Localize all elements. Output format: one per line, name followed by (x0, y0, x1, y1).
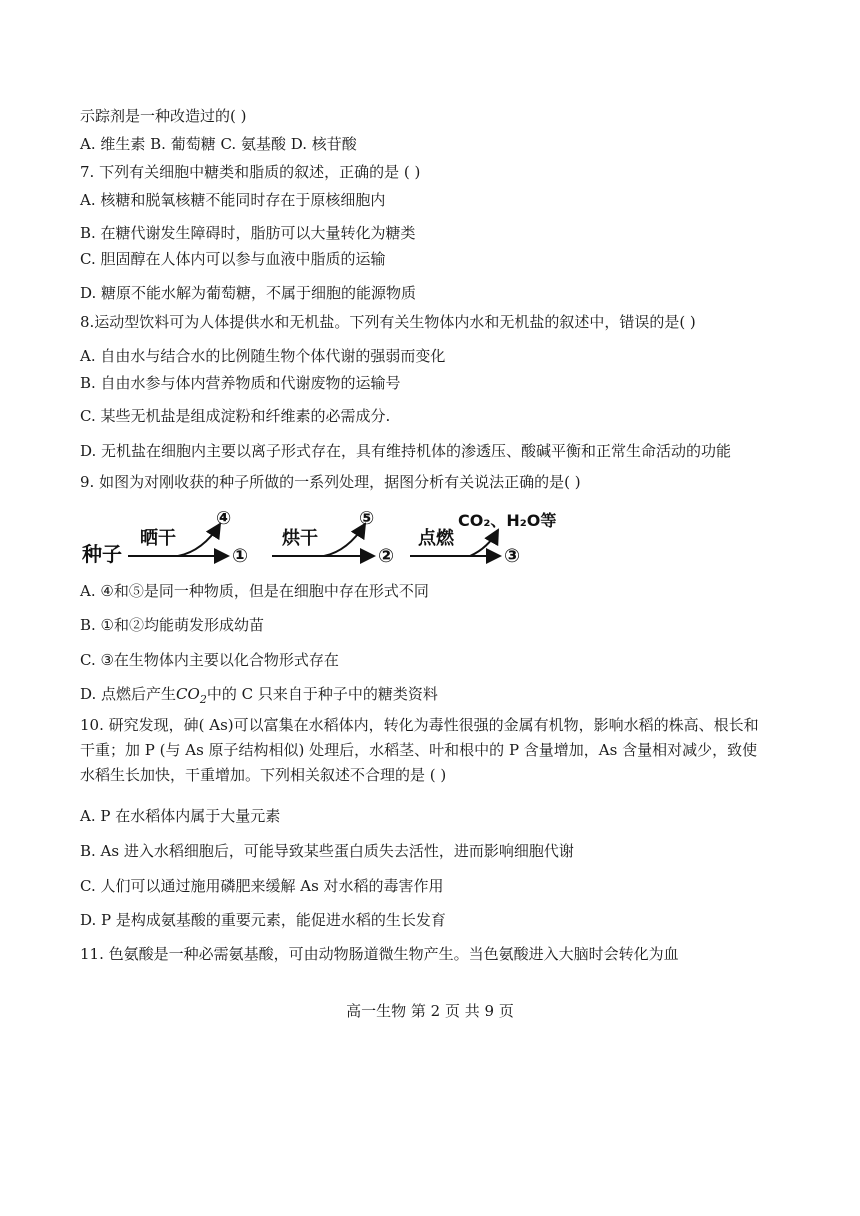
step-ignite: 点燃 (418, 528, 454, 549)
step-oven-dry: 烘干 (282, 528, 318, 549)
arrow-dry-branch (178, 524, 220, 556)
option-d-suffix: 中的 C 只来自于种子中的糖类资料 (206, 685, 438, 703)
question-8-stem: 8.运动型饮料可为人体提供水和无机盐。下列有关生物体内水和无机盐的叙述中，错误的是( ) (80, 313, 696, 331)
question-7-option-d: D. 糖原不能水解为葡萄糖，不属于细胞的能源物质 (80, 284, 417, 302)
question-9-option-d (80, 684, 438, 710)
label-1: ① (232, 545, 249, 567)
question-9-stem: 9. 如图为对刚收获的种子所做的一系列处理，据图分析有关说法正确的是( ) (80, 473, 581, 491)
question-8-option-a: A. 自由水与结合水的比例随生物个体代谢的强弱而变化 (80, 347, 446, 365)
label-2: ② (378, 545, 395, 567)
question-9-option-b: B. ①和②均能萌发形成幼苗 (80, 616, 265, 634)
step-sun-dry: 晒干 (140, 528, 176, 549)
label-3: ③ (504, 545, 521, 567)
question-10-option-b: B. As 进入水稻细胞后，可能导致某些蛋白质失去活性，进而影响细胞代谢 (80, 842, 574, 860)
question-7-option-c: C. 胆固醇在人体内可以参与血液中脂质的运输 (80, 250, 386, 268)
question-11-stem: 11. 色氨酸是一种必需氨基酸，可由动物肠道微生物产生。当色氨酸进入大脑时会转化为血 (80, 945, 679, 963)
page-footer: 高一生物 第 2 页 共 9 页 (346, 1002, 514, 1020)
question-9-option-a: A. ④和⑤是同一种物质，但是在细胞中存在形式不同 (80, 582, 429, 600)
question-7-stem: 7. 下列有关细胞中糖类和脂质的叙述，正确的是 ( ) (80, 163, 421, 181)
question-8-option-b: B. 自由水参与体内营养物质和代谢废物的运输号 (80, 374, 401, 392)
question-10-option-d: D. P 是构成氨基酸的重要元素，能促进水稻的生长发育 (80, 911, 446, 929)
label-4: ④ (216, 508, 232, 529)
label-5: ⑤ (359, 508, 375, 529)
question-7-option-a: A. 核糖和脱氧核糖不能同时存在于原核细胞内 (80, 191, 386, 209)
option-d-prefix: D. 点燃后产生 (80, 685, 177, 703)
question-7-option-b: B. 在糖代谢发生障碍时，脂肪可以大量转化为糖类 (80, 224, 416, 242)
question-10-option-a: A. P 在水稻体内属于大量元素 (80, 807, 281, 825)
arrow-burn-branch (470, 530, 498, 556)
question-10-option-c: C. 人们可以通过施用磷肥来缓解 As 对水稻的毒害作用 (80, 877, 444, 895)
question-6-options: A. 维生素 B. 葡萄糖 C. 氨基酸 D. 核苷酸 (80, 135, 357, 153)
question-9-option-c: C. ③在生物体内主要以化合物形式存在 (80, 651, 339, 669)
question-6-stem-end: 示踪剂是一种改造过的( ) (80, 107, 247, 125)
combustion-products: CO₂、H₂O等 (458, 511, 557, 530)
co2-formula: $CO_2$ (176, 685, 207, 706)
question-8-option-d: D. 无机盐在细胞内主要以离子形式存在，具有维持机体的渗透压、酸碱平衡和正常生命活动的功能 (80, 442, 732, 460)
seed-treatment-diagram (78, 506, 598, 572)
question-8-option-c: C. 某些无机盐是组成淀粉和纤维素的必需成分. (80, 407, 391, 425)
seed-label: 种子 (82, 542, 122, 566)
question-10-stem: 10. 研究发现，砷( As)可以富集在水稻体内，转化为毒性很强的金属有机物，影响水稻的株高、根长和干重；加 P (与 As 原子结构相似) 处理后，水稻茎、叶和根中的 P 含量增加，As 含量相对减少，致使水稻生长加快，干重增加。下列相关叙述不合理的是 ( ) (80, 716, 759, 784)
